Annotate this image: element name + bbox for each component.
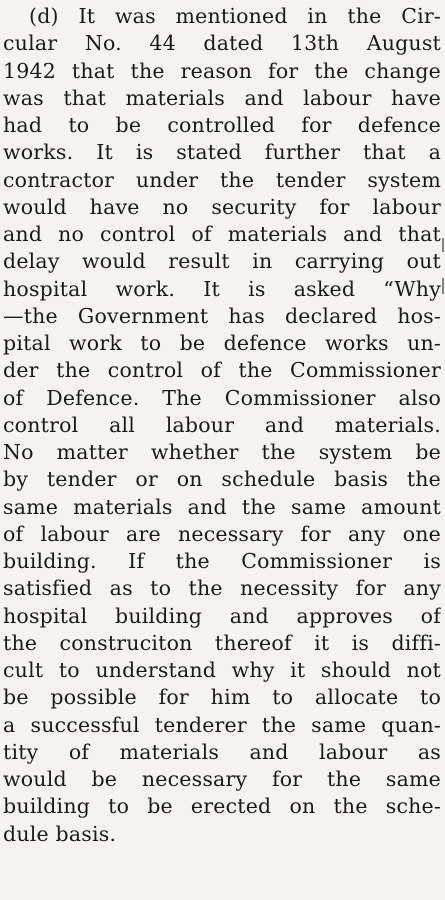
- text-line-21: building. If the Commissioner is: [3, 549, 441, 573]
- text-line-6: works. It is stated further that a: [3, 140, 441, 165]
- text-line-8: would have no security for labour: [3, 194, 441, 219]
- text-line-28: tity of materials and labour as: [3, 739, 441, 764]
- text-line-25: cult to understand why it should not: [3, 658, 441, 682]
- text-line-9: and no control of materials and that: [3, 222, 441, 246]
- text-line-3: 1942 that the reason for the change: [3, 58, 441, 83]
- text-line-13: pital work to be defence works un-: [3, 331, 441, 355]
- text-line-19: same materials and the same amount: [3, 494, 441, 519]
- text-line-14: der the control of the Commissioner: [3, 358, 441, 383]
- text-line-10: delay would result in carrying out: [3, 249, 441, 274]
- text-line-15: of Defence. The Commissioner also: [3, 385, 441, 410]
- text-line-17: No matter whether the system be: [3, 440, 441, 464]
- text-line-12: —the Government has declared hos-: [3, 303, 441, 328]
- text-line-23: hospital building and approves of: [3, 603, 441, 628]
- scan-edge-mark: [442, 278, 444, 294]
- text-line-30: building to be erected on the sche-: [3, 794, 441, 819]
- text-column: [3, 3, 441, 848]
- text-line-4: was that materials and labour have: [3, 85, 441, 110]
- text-line-31: dule basis.: [3, 821, 117, 846]
- scan-edge-mark: [442, 238, 444, 252]
- text-line-11: hospital work. It is asked “Why: [3, 276, 441, 301]
- text-line-29: would be necessary for the same: [3, 767, 441, 791]
- text-line-5: had to be controlled for defence: [3, 113, 441, 137]
- text-line-20: of labour are necessary for any one: [3, 521, 441, 546]
- text-line-2: cular No. 44 dated 13th August: [3, 31, 441, 56]
- text-line-26: be possible for him to allocate to: [3, 685, 441, 710]
- text-line-22: satisfied as to the necessity for any: [3, 576, 441, 601]
- text-line-1: (d) It was mentioned in the Cir-: [29, 4, 441, 28]
- text-line-7: contractor under the tender system: [3, 167, 441, 192]
- text-line-16: control all labour and materials.: [3, 412, 441, 437]
- text-line-18: by tender or on schedule basis the: [3, 467, 441, 492]
- text-line-24: the construciton thereof it is diffi-: [3, 630, 441, 655]
- text-line-27: a successful tenderer the same quan-: [3, 712, 441, 737]
